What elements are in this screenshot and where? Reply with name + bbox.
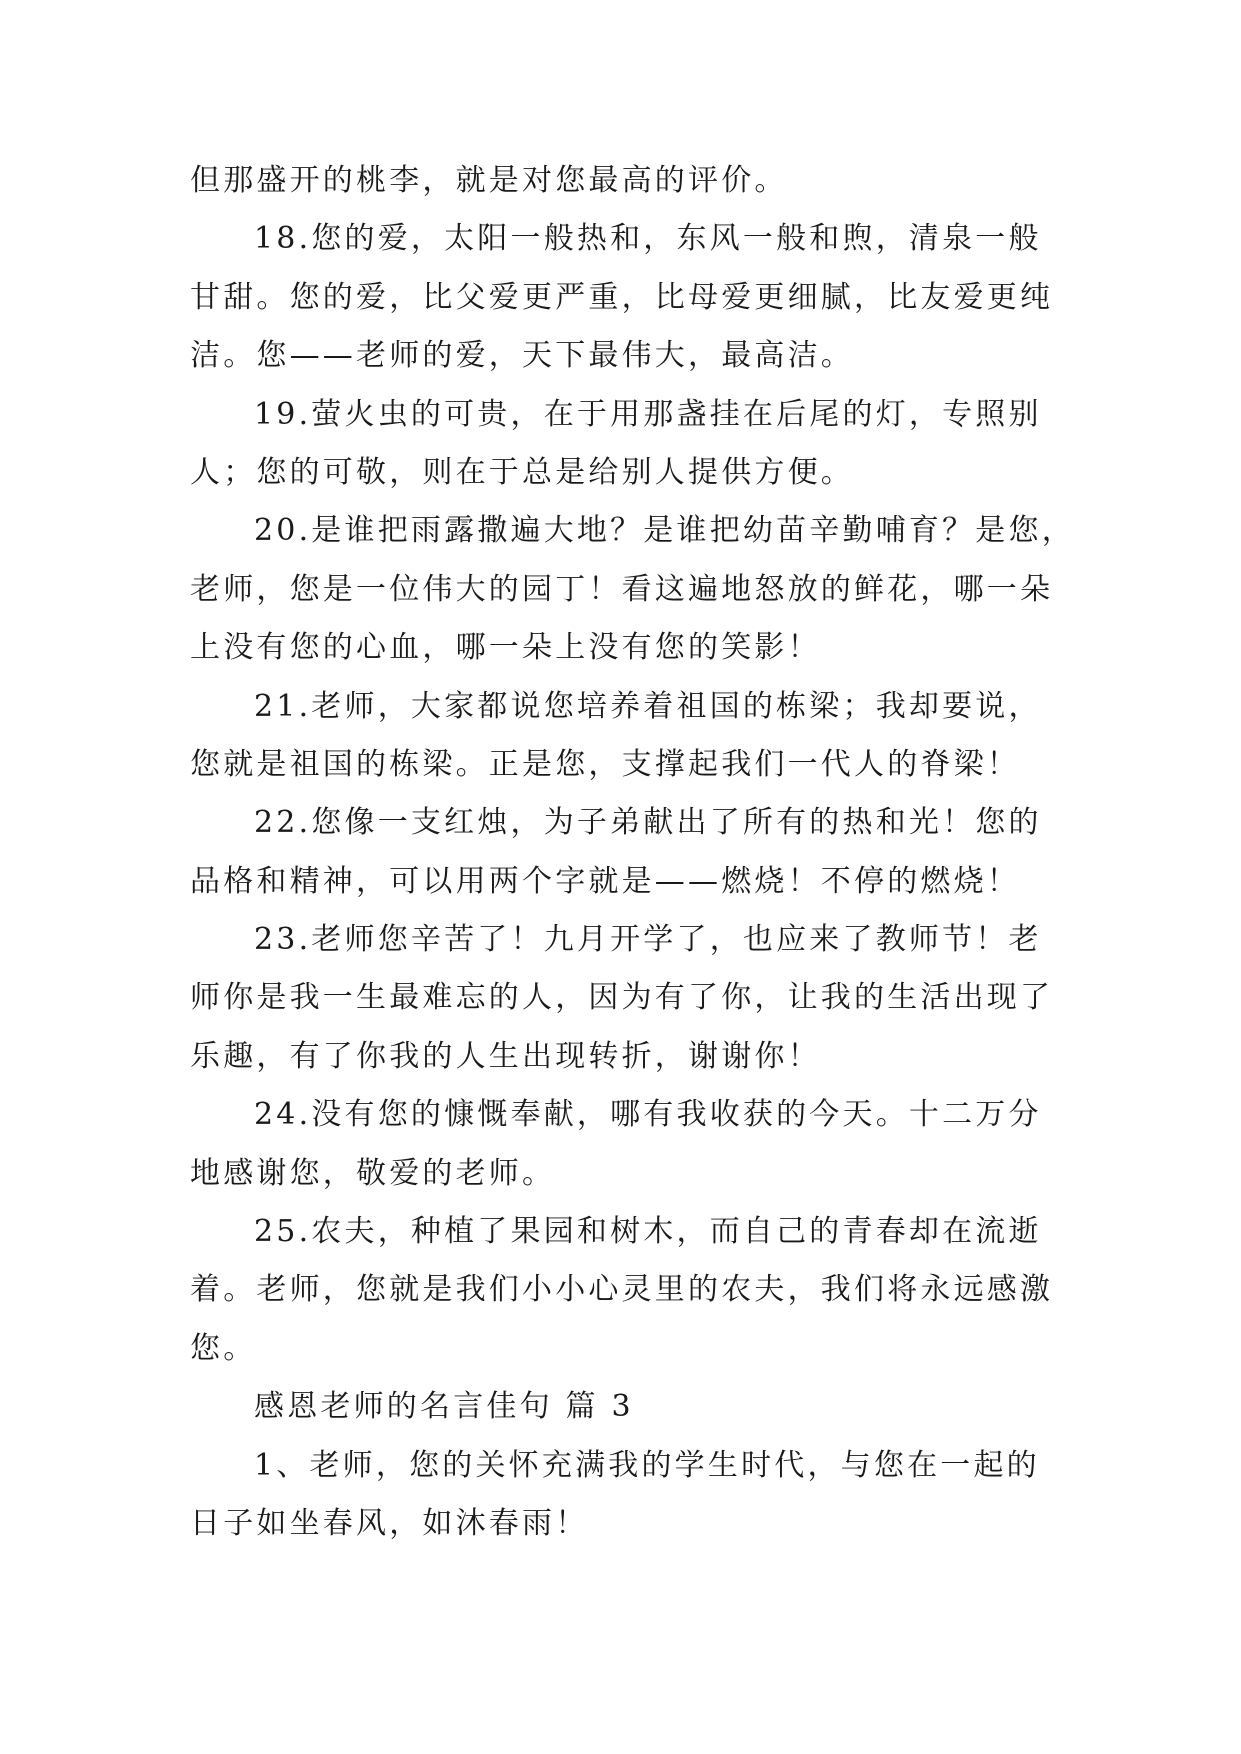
text-line: 25.农夫，种植了果园和树木，而自己的青春却在流逝 bbox=[254, 1214, 1042, 1250]
text-line: 洁。您——老师的爱，天下最伟大，最高洁。 bbox=[190, 338, 854, 374]
text-line: 师你是我一生最难忘的人，因为有了你，让我的生活出现了 bbox=[190, 980, 1054, 1016]
text-line: 您。 bbox=[190, 1330, 257, 1366]
text-line: 22.您像一支红烛，为子弟献出了所有的热和光！您的 bbox=[254, 805, 1042, 841]
text-line: 乐趣，有了你我的人生出现转折，谢谢你！ bbox=[190, 1038, 821, 1074]
text-line: 上没有您的心血，哪一朵上没有您的笑影！ bbox=[190, 630, 821, 666]
text-line: 人；您的可敬，则在于总是给别人提供方便。 bbox=[190, 454, 854, 490]
text-line: 21.老师，大家都说您培养着祖国的栋梁；我却要说， bbox=[254, 688, 1042, 724]
text-line: 18.您的爱，太阳一般热和，东风一般和煦，清泉一般 bbox=[254, 221, 1042, 257]
text-line: 品格和精神，可以用两个字就是——燃烧！不停的燃烧！ bbox=[190, 863, 1020, 899]
text-line: 老师，您是一位伟大的园丁！看这遍地怒放的鲜花，哪一朵 bbox=[190, 571, 1054, 607]
text-line: 19.萤火虫的可贵，在于用那盏挂在后尾的灯，专照别 bbox=[254, 396, 1042, 432]
text-line: 23.老师您辛苦了！九月开学了，也应来了教师节！老 bbox=[254, 922, 1042, 958]
text-line: 1、老师，您的关怀充满我的学生时代，与您在一起的 bbox=[254, 1447, 1040, 1483]
text-line: 但那盛开的桃李，就是对您最高的评价。 bbox=[190, 163, 788, 198]
section-heading: 感恩老师的名言佳句 篇 3 bbox=[254, 1389, 634, 1425]
text-line: 24.没有您的慷慨奉献，哪有我收获的今天。十二万分 bbox=[254, 1097, 1042, 1133]
text-line: 您就是祖国的栋梁。正是您，支撑起我们一代人的脊梁！ bbox=[190, 746, 1020, 782]
text-line: 20.是谁把雨露撒遍大地？是谁把幼苗辛勤哺育？是您， bbox=[254, 513, 1075, 549]
text-line: 着。老师，您就是我们小小心灵里的农夫，我们将永远感激 bbox=[190, 1272, 1054, 1308]
document-body bbox=[190, 152, 1075, 1553]
text-line: 甘甜。您的爱，比父爱更严重，比母爱更细腻，比友爱更纯 bbox=[190, 279, 1054, 315]
text-line: 地感谢您，敬爱的老师。 bbox=[190, 1155, 556, 1191]
text-line: 日子如坐春风，如沐春雨！ bbox=[190, 1505, 589, 1541]
